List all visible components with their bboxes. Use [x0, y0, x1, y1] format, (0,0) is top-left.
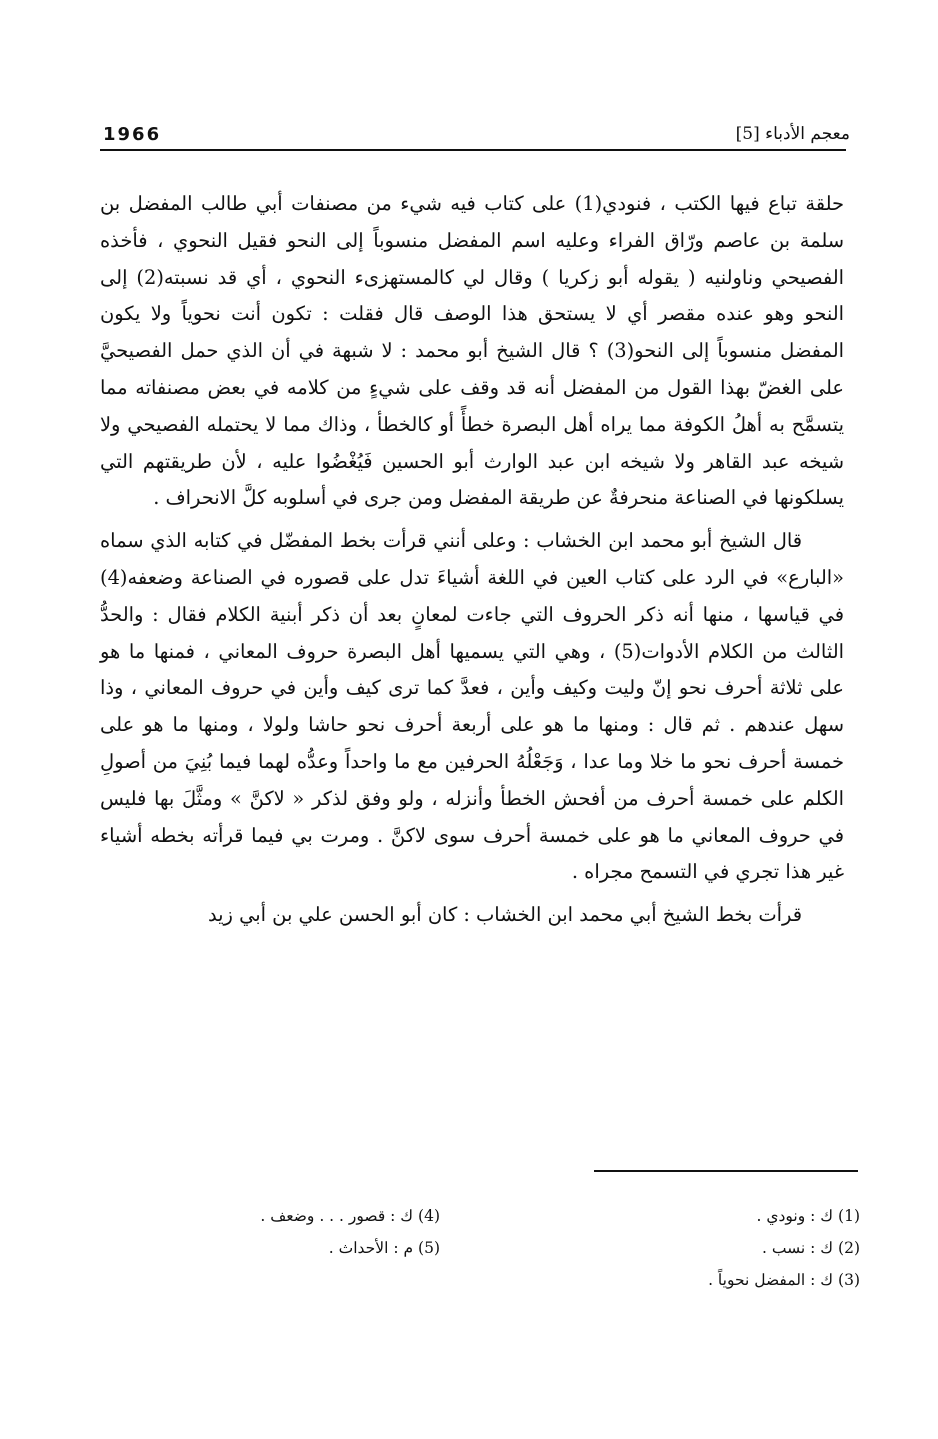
footnote-1: (1) ك : ونودي .: [756, 1207, 860, 1225]
page-number: 1966: [103, 124, 162, 145]
footnote-4: (4) ك : قصور . . . وضعف .: [260, 1207, 440, 1225]
footnote-5: (5) م : الأحداث .: [328, 1239, 440, 1257]
footnotes-right-column: [560, 1200, 860, 1296]
footnote-divider: [594, 1170, 858, 1172]
paragraph-3: قرأت بخط الشيخ أبي محمد ابن الخشاب : كان أبو الحسن علي بن أبي زيد: [207, 903, 802, 927]
footnotes-left-column: [140, 1200, 440, 1264]
paragraph-2: قال الشيخ أبو محمد ابن الخشاب : وعلى أنني قرأت بخط المفضّل في كتابه الذي سماه «البارع» في الرد على كتاب العين في اللغة أشياءَ تدل على قصوره في الصناعة وضعفه(4) في قياسها ، منها أنه ذكر الحروف التي جاءت لمعانٍ بعد أن ذكر أبنية الكلام فقال : والحدُّ الثالث من الكلام الأدوات(5) ، وهي التي يسميها أهل البصرة حروف المعاني ، فمنها ما هو على ثلاثة أحرف نحو إنّ وليت وكيف وأين ، فعدَّ كما ترى كيف وأين في حروف المعاني ، وذا سهل عندهم . ثم قال : ومنها ما هو على أربعة أحرف نحو حاشا ولولا ، ومنها ما هو على خمسة أحرف نحو ما خلا وما عدا ، وَجَعْلُهُ الحرفين مع ما واحداً وعدُّه لهما فيما بُنِيَ من أصولِ الكلم على خمسة أحرف من أفحش الخطأ وأنزله ، ولو وفق لذكر « لاكنَّ » ومثَّلَ بها فليس في حروف المعاني ما هو على خمسة أحرف سوى لاكنَّ . ومرت بي فيما قرأته بخطه أشياء غير هذا تجري في التسمح مجراه .: [100, 529, 844, 884]
running-header-title: معجم الأدباء [5]: [735, 124, 850, 144]
main-text: [100, 186, 844, 940]
header-divider: [100, 149, 846, 151]
paragraph-1: حلقة تباع فيها الكتب ، فنودي(1) على كتاب فيه شيء من مصنفات أبي طالب المفضل بن سلمة بن عاصم ورّاق الفراء وعليه اسم المفضل منسوباً إلى النحو فقيل النحوي ، فأخذه الفصيحي وناولنيه ( يقوله أبو زكريا ) وقال لي كالمستهزىء النحوي ، أي قد نسبته(2) إلى النحو وهو عنده مقصر أي لا يستحق هذا الوصف قال فقلت : تكون أنت نحوياً ولا يكون المفضل منسوباً إلى النحو(3) ؟ قال الشيخ أبو محمد : لا شبهة في أن الذي حمل الفصيحيَّ على الغضّ بهذا القول من المفضل أنه قد وقف على شيءٍ من كلامه في بعض مصنفاته مما يتسمَّح به أهلُ الكوفة مما يراه أهل البصرة خطأً أو كالخطأ ، وذاك مما لا يحتمله الفصيحي ولا شيخه عبد القاهر ولا شيخه ابن عبد الوارث أبو الحسين فَيُغْضُوا عليه ، لأن طريقتهم التي يسلكونها في الصناعة منحرفةٌ عن طريقة المفضل ومن جرى في أسلوبه كلَّ الانحراف .: [100, 192, 844, 510]
footnote-2: (2) ك : نسب .: [762, 1239, 860, 1257]
footnote-3: (3) ك : المفضل نحوياً .: [708, 1271, 860, 1289]
